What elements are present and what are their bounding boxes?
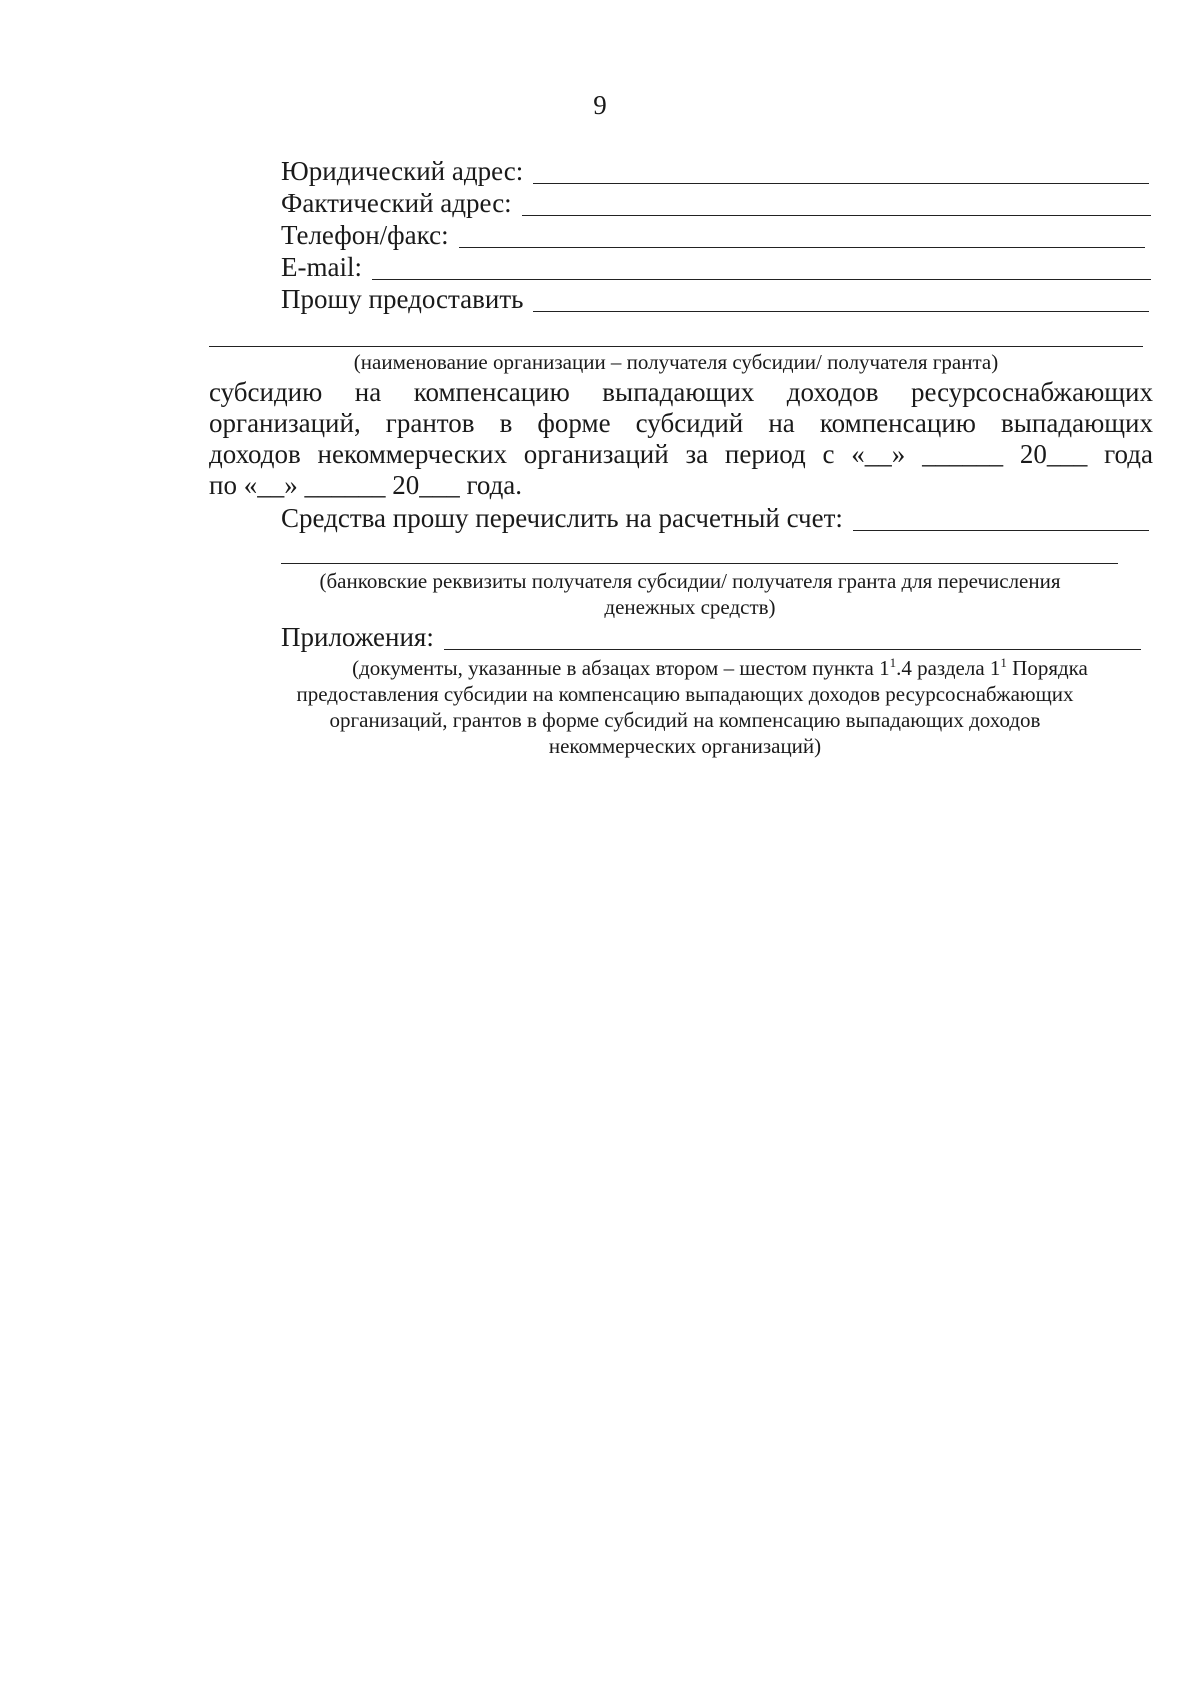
attachments-caption-line-4: некоммерческих организаций)	[548, 734, 822, 758]
email-label: E-mail:	[281, 252, 362, 282]
attachments-caption-part-c: Порядка	[1006, 656, 1088, 680]
body-line-3: доходов некоммерческих организаций за период с «__» ______ 20___ года	[209, 439, 1153, 469]
request-blank[interactable]	[533, 287, 1149, 312]
actual-address-field	[281, 187, 1151, 219]
email-field	[281, 251, 1151, 283]
request-field	[281, 283, 1149, 315]
body-line-4: по «__» ______ 20___ года.	[209, 470, 523, 500]
attachments-caption-line-3: организаций, грантов в форме субсидий на компенсацию выпадающих доходов	[329, 708, 1041, 732]
body-line-2: организаций, грантов в форме субсидий на компенсацию выпадающих	[209, 408, 1153, 438]
legal-address-label: Юридический адрес:	[281, 156, 524, 186]
superscript-2: 1	[1000, 655, 1007, 670]
actual-address-blank[interactable]	[522, 191, 1151, 216]
attachments-caption-line-2: предоставления субсидии на компенсацию выпадающих доходов ресурсоснабжающих	[296, 682, 1074, 706]
attachments-field	[281, 621, 1141, 653]
bank-details-caption	[230, 568, 1150, 620]
body-line-1: субсидию на компенсацию выпадающих доходов ресурсоснабжающих	[209, 377, 1153, 407]
page-number: 9	[593, 90, 607, 120]
legal-address-field	[281, 155, 1149, 187]
attachments-caption-part-a: (документы, указанные в абзацах втором – шестом пункта 1	[352, 656, 890, 680]
request-body-paragraph	[209, 377, 1153, 501]
attachments-caption-part-b: .4 раздела 1	[896, 656, 1001, 680]
transfer-account-blank[interactable]	[853, 506, 1149, 531]
org-name-caption: (наименование организации – получателя субсидии/ получателя гранта)	[353, 350, 999, 374]
attachments-label: Приложения:	[281, 622, 434, 652]
attachments-caption-line-1	[210, 655, 1160, 681]
attachments-blank[interactable]	[444, 625, 1141, 650]
email-blank[interactable]	[372, 255, 1151, 280]
transfer-account-field	[281, 502, 1149, 534]
bank-caption-line-2: денежных средств)	[604, 595, 776, 619]
legal-address-blank[interactable]	[533, 159, 1149, 184]
phone-fax-label: Телефон/факс:	[281, 220, 449, 250]
phone-fax-blank[interactable]	[459, 223, 1145, 248]
transfer-account-label: Средства прошу перечислить на расчетный счет:	[281, 503, 843, 533]
bank-caption-line-1: (банковские реквизиты получателя субсидии/ получателя гранта для перечисления	[319, 569, 1061, 593]
superscript-1: 1	[889, 655, 897, 670]
attachments-caption	[210, 655, 1160, 759]
bank-details-blank-line[interactable]	[281, 563, 1118, 564]
phone-fax-field	[281, 219, 1145, 251]
actual-address-label: Фактический адрес:	[281, 188, 512, 218]
request-label: Прошу предоставить	[281, 284, 524, 314]
org-name-blank-line[interactable]	[209, 346, 1143, 347]
